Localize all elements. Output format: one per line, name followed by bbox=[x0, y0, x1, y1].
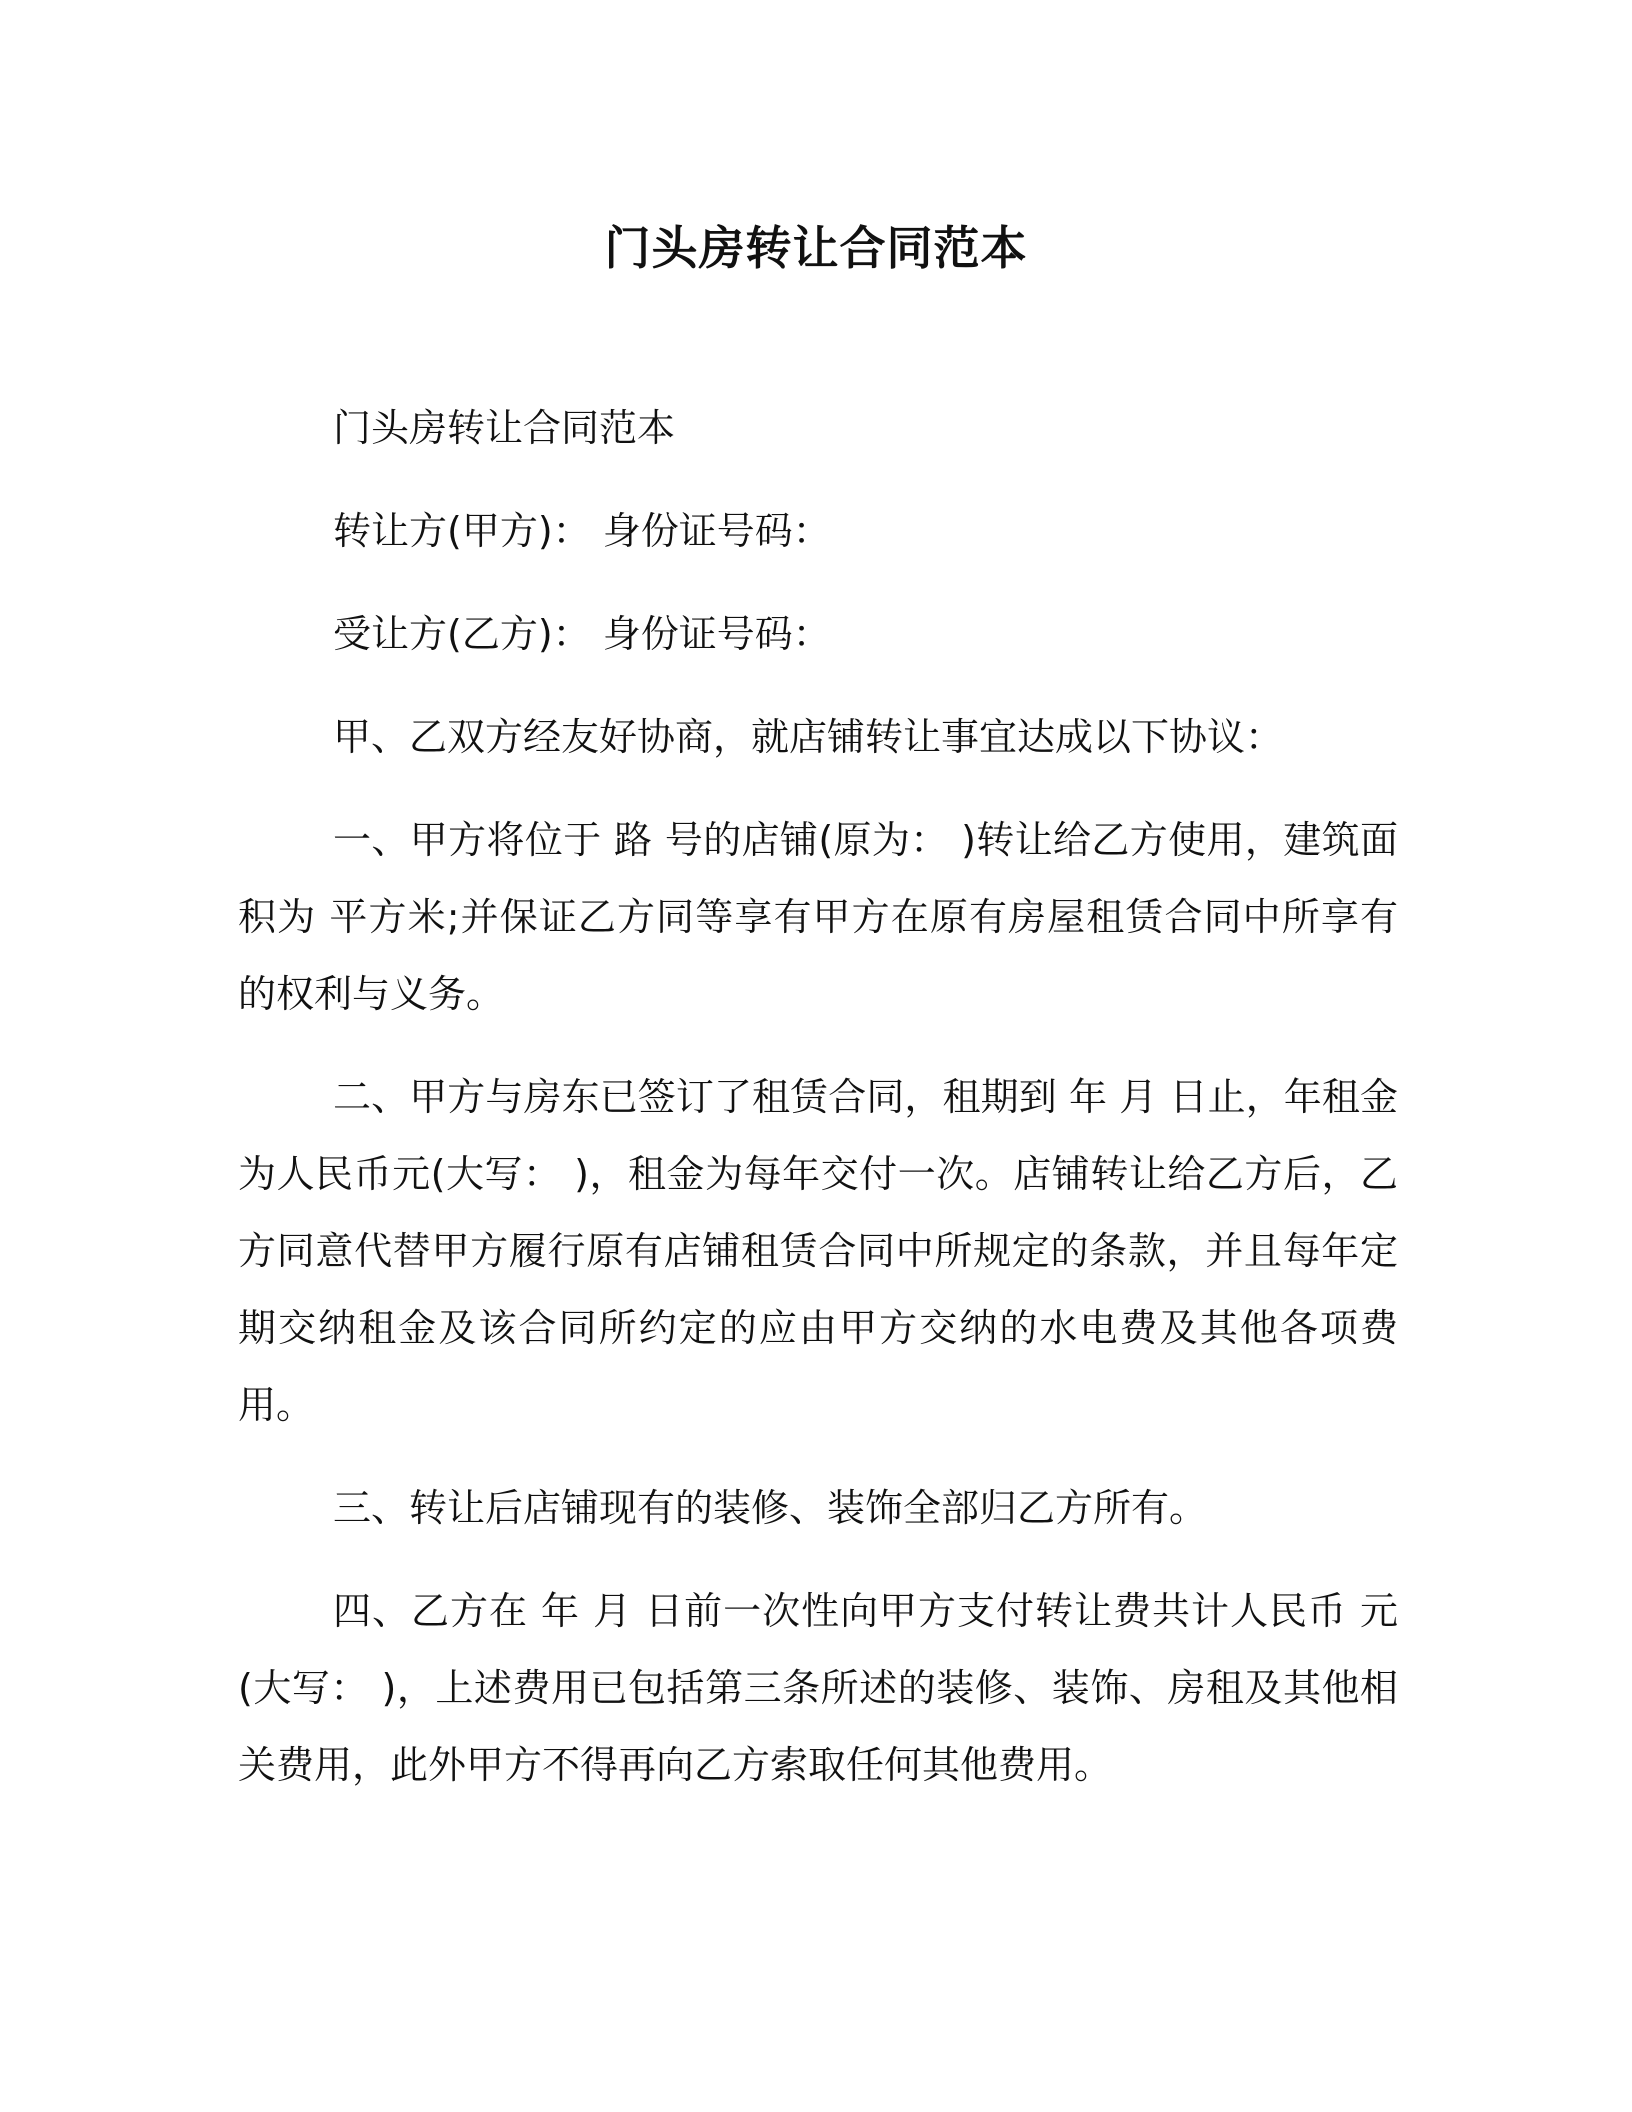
document-title: 门头房转让合同范本 bbox=[604, 221, 1028, 275]
paragraph-clause-2: 二、甲方与房东已签订了租赁合同，租期到 年 月 日止，年租金为人民币元(大写： )，租金为每年交付一次。店铺转让给乙方后，乙方同意代替甲方履行原有店铺租赁合同中所规定的条款，并且每年定期交纳租金及该合同所约定的应由甲方交纳的水电费及其他各项费用。 bbox=[238, 1075, 1398, 1427]
paragraph-transferee: 受让方(乙方)： 身份证号码： bbox=[333, 612, 831, 656]
paragraph-clause-3: 三、转让后店铺现有的装修、装饰全部归乙方所有。 bbox=[333, 1486, 1208, 1530]
paragraph-clause-4: 四、乙方在 年 月 日前一次性向甲方支付转让费共计人民币 元(大写： )，上述费用已包括第三条所述的装修、装饰、房租及其他相关费用，此外甲方不得再向乙方索取任何其他费用。 bbox=[238, 1589, 1398, 1787]
paragraph-preamble: 甲、乙双方经友好协商，就店铺转让事宜达成以下协议： bbox=[333, 715, 1284, 759]
paragraph-subtitle: 门头房转让合同范本 bbox=[333, 406, 676, 450]
paragraph-transferor: 转让方(甲方)： 身份证号码： bbox=[333, 509, 831, 553]
paragraph-clause-1: 一、甲方将位于 路 号的店铺(原为： )转让给乙方使用，建筑面积为 平方米;并保证乙方同等享有甲方在原有房屋租赁合同中所享有的权利与义务。 bbox=[238, 818, 1398, 1016]
document-body bbox=[238, 390, 1398, 1830]
